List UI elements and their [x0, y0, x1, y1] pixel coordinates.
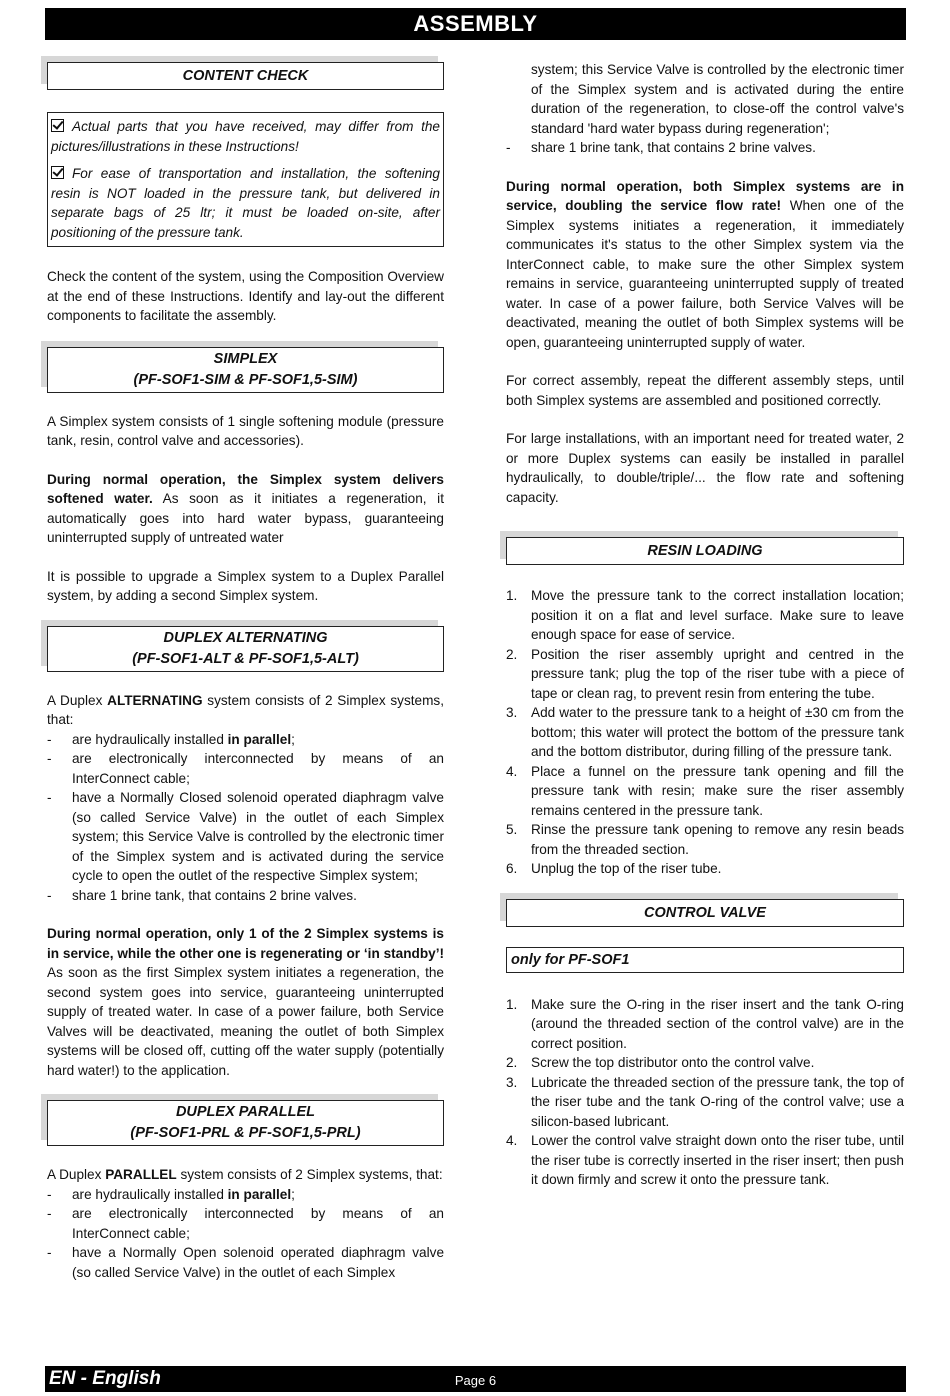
list-item [47, 788, 444, 886]
step-number: 1. [506, 996, 518, 1012]
content-note-box [47, 112, 444, 247]
section-title: ASSEMBLY [413, 11, 538, 36]
resin-steps-list [506, 586, 904, 879]
prl-bold-text: During normal operation, both Simplex systems are in service, doubling the service flow rate! [506, 178, 904, 213]
step-number: 5. [506, 822, 518, 837]
item-text: are hydraulically installed [72, 1186, 228, 1202]
dash-marker: - [506, 140, 511, 155]
step-text: Make sure the O-ring in the riser insert and the tank O-ring (around the threaded section of the control valve) are in the correct position. [531, 996, 904, 1051]
item-text: are electronically interconnected by means of an InterConnect cable; [72, 1206, 444, 1241]
dash-marker: - [47, 790, 52, 805]
item-text: have a Normally Open solenoid operated diaphragm valve (so called Service Valve) in the outlet of each Simplex [72, 1245, 444, 1280]
item-tail: ; [291, 1186, 295, 1202]
step-text: Unplug the top of the riser tube. [531, 861, 722, 876]
dash-marker: - [47, 731, 52, 747]
item-text: share 1 brine tank, that contains 2 brine valves. [531, 140, 816, 155]
list-item [47, 1243, 444, 1282]
step-number: 1. [506, 588, 518, 603]
alt-intro-b: ALTERNATING [107, 692, 203, 708]
content-check-title: CONTENT CHECK [182, 68, 309, 84]
only-for-label-box [506, 947, 904, 973]
dash-marker: - [47, 1245, 52, 1260]
step-number: 2. [506, 1055, 518, 1070]
alt-title-line-2: (PF-SOF1-ALT & PF-SOF1,5-ALT) [132, 650, 359, 667]
prl-operation-paragraph [506, 177, 904, 353]
simplex-normal-text: As soon as it initiates a regeneration, it automatically goes into hard water bypass, guaranteeing uninterrupted supply of untreated water [47, 491, 444, 545]
alt-intro-c: system consists of 2 Simplex systems, that: [47, 692, 445, 727]
step-text: Screw the top distributor onto the control valve. [531, 1055, 815, 1070]
dash-marker: - [47, 1206, 52, 1221]
check-paragraph: Check the content of the system, using the Composition Overview at the end of these Instructions. Identify and lay-out the different components to facilitate the assembly. [47, 269, 444, 323]
item-bold: in parallel [227, 1186, 292, 1202]
alt-title-line-1: DUPLEX ALTERNATING [163, 629, 328, 646]
list-item [506, 60, 904, 138]
dash-marker: - [47, 751, 52, 766]
step-number: 4. [506, 763, 518, 779]
prl-intro [47, 1165, 444, 1185]
simplex-title-line-1: SIMPLEX [213, 350, 278, 367]
prl-feature-list [47, 1185, 444, 1283]
prl-normal-text: When one of the Simplex systems initiates a regeneration, it immediately communicates it's status to the other Simplex system via the InterConnect cable, to make sure the other Simplex system remains in service, guaranteeing uninterrupted supply of treated water. In case of a power failure, both Service Valves will be deactivated, meaning the outlet of both Simplex systems will be open, guaranteeing uninterrupted supply of water. [506, 198, 904, 350]
alt-normal-text: As soon as the first Simplex system initiates a regeneration, the second system goes into service, guaranteeing uninterrupted supply of treated water. In case of a power failure, both Service Valves will be deactivated, meaning the outlet of both Simplex systems will be closed off, cutting off the water supply (potentially hard water!) to the application. [47, 965, 444, 1078]
resin-loading-title: RESIN LOADING [647, 543, 763, 559]
alt-intro [47, 691, 444, 730]
page-header-bar [45, 8, 906, 40]
left-column [47, 60, 444, 1282]
prl-intro-b: PARALLEL [105, 1167, 177, 1182]
step-text: Add water to the pressure tank to a height of ±30 cm from the bottom; this water will protect the bottom of the pressure tank and the bottom distributor, during filling of the pressure tank. [531, 705, 904, 759]
step-number: 6. [506, 861, 518, 876]
note-2-text: For ease of transportation and installation, the softening resin is NOT loaded in the pressure tank, but delivered in separate bags of 25 ltr; it must be loaded on-site, after positioning of the pressure tank. [51, 166, 440, 240]
list-item [506, 586, 904, 645]
simplex-heading [47, 347, 444, 393]
prl-paragraph-3: For large installations, with an important need for treated water, 2 or more Duplex systems can easily be installed in parallel hydraulically, to double/triple/... the flow rate and softening capacity. [506, 431, 904, 505]
list-item [506, 859, 904, 879]
step-text: Lower the control valve straight down onto the riser tube, until the riser tube is correctly inserted in the riser insert; then push it down firmly and screw it onto the pressure tank. [531, 1133, 904, 1187]
alt-bold-text: During normal operation, only 1 of the 2 Simplex systems is in service, while the other one is regenerating or ‘in standby’! [47, 926, 444, 961]
list-item [506, 762, 904, 821]
item-tail: ; [291, 731, 295, 747]
only-for-text: only for PF-SOF1 [511, 951, 630, 968]
right-column [506, 60, 904, 1190]
step-text: Place a funnel on the pressure tank opening and fill the pressure tank with resin; make sure the riser assembly remains centered in the pressure tank. [531, 763, 904, 818]
checkbox-icon [51, 119, 64, 132]
note-1-text: Actual parts that you have received, may differ from the pictures/illustrations in these Instructions! [51, 119, 440, 154]
item-bold: in parallel [227, 731, 292, 747]
alt-operation-paragraph [47, 924, 444, 1080]
control-valve-title: CONTROL VALVE [644, 904, 766, 921]
note-item-2 [51, 164, 440, 242]
step-text: Move the pressure tank to the correct installation location; position it on a flat and level surface. Make sure to leave enough space for ease of service. [531, 588, 904, 642]
duplex-parallel-heading [47, 1100, 444, 1146]
prl-feature-list-continued [506, 60, 904, 158]
language-label: EN - English [49, 1368, 161, 1389]
step-number: 2. [506, 646, 518, 662]
list-item [506, 645, 904, 704]
step-text: Rinse the pressure tank opening to remove any resin beads from the threaded section. [531, 822, 904, 857]
prl-title-line-1: DUPLEX PARALLEL [175, 1104, 316, 1120]
alt-feature-list [47, 730, 444, 906]
duplex-alternating-heading [47, 626, 444, 672]
list-item [47, 1204, 444, 1243]
item-text: are hydraulically installed [72, 731, 228, 747]
prl-intro-a: A Duplex [47, 1167, 106, 1182]
item-text: have a Normally Closed solenoid operated diaphragm valve (so called Service Valve) in the outlet of each Simplex system; this Service Valve is controlled by the electronic timer of the Simplex system and is activated during the service cycle to open the outlet of the respective Simplex system; [72, 790, 444, 883]
control-valve-heading [506, 899, 904, 927]
list-item [506, 1073, 904, 1132]
list-item [506, 1053, 904, 1073]
list-item [506, 820, 904, 859]
dash-marker: - [47, 887, 52, 903]
step-text: Lubricate the threaded section of the pressure tank, the top of the riser tube and the tank O-ring of the control valve; use a silicon-based lubricant. [531, 1074, 904, 1129]
note-item-1 [51, 117, 440, 156]
prl-paragraph-2: For correct assembly, repeat the different assembly steps, until both Simplex systems are assembled and positioned correctly. [506, 373, 904, 408]
simplex-paragraph-2 [47, 470, 444, 548]
page-footer-bar [45, 1366, 906, 1392]
list-item [47, 749, 444, 788]
list-item [506, 138, 904, 158]
simplex-paragraph-1: A Simplex system consists of 1 single softening module (pressure tank, resin, control valve and accessories). [47, 413, 444, 448]
page-number: Page 6 [454, 1373, 497, 1388]
list-item [506, 995, 904, 1054]
step-number: 4. [506, 1133, 518, 1148]
step-number: 3. [506, 1074, 518, 1090]
checkbox-icon [51, 166, 64, 179]
simplex-paragraph-3: It is possible to upgrade a Simplex system to a Duplex Parallel system, by adding a second Simplex system. [47, 568, 444, 603]
list-item [47, 1185, 444, 1205]
content-check-heading [47, 62, 444, 90]
item-text: system; this Service Valve is controlled by the electronic timer of the Simplex system and is activated during the entire duration of the regeneration, to close-off the control valve's standard 'hard water bypass during regeneration'; [531, 62, 904, 136]
list-item [47, 730, 444, 750]
item-text: share 1 brine tank, that contains 2 brine valves. [72, 887, 357, 903]
dash-marker: - [47, 1186, 52, 1202]
resin-loading-heading [506, 537, 904, 565]
list-item [506, 1131, 904, 1190]
list-item [47, 886, 444, 906]
prl-intro-c: system consists of 2 Simplex systems, that: [176, 1167, 443, 1182]
control-valve-steps-list [506, 995, 904, 1190]
simplex-title-line-2: (PF-SOF1-SIM & PF-SOF1,5-SIM) [133, 371, 358, 388]
item-text: are electronically interconnected by means of an InterConnect cable; [72, 751, 444, 786]
alt-intro-a: A Duplex [47, 692, 108, 708]
step-text: Position the riser assembly upright and centred in the pressure tank; plug the top of the riser tube with a piece of tape or clean rag, to prevent resin from entering the tube. [531, 646, 904, 701]
simplex-bold-text: During normal operation, the Simplex system delivers softened water. [47, 471, 444, 506]
prl-title-line-2: (PF-SOF1-PRL & PF-SOF1,5-PRL) [130, 1125, 361, 1141]
list-item [506, 703, 904, 762]
step-number: 3. [506, 705, 518, 720]
